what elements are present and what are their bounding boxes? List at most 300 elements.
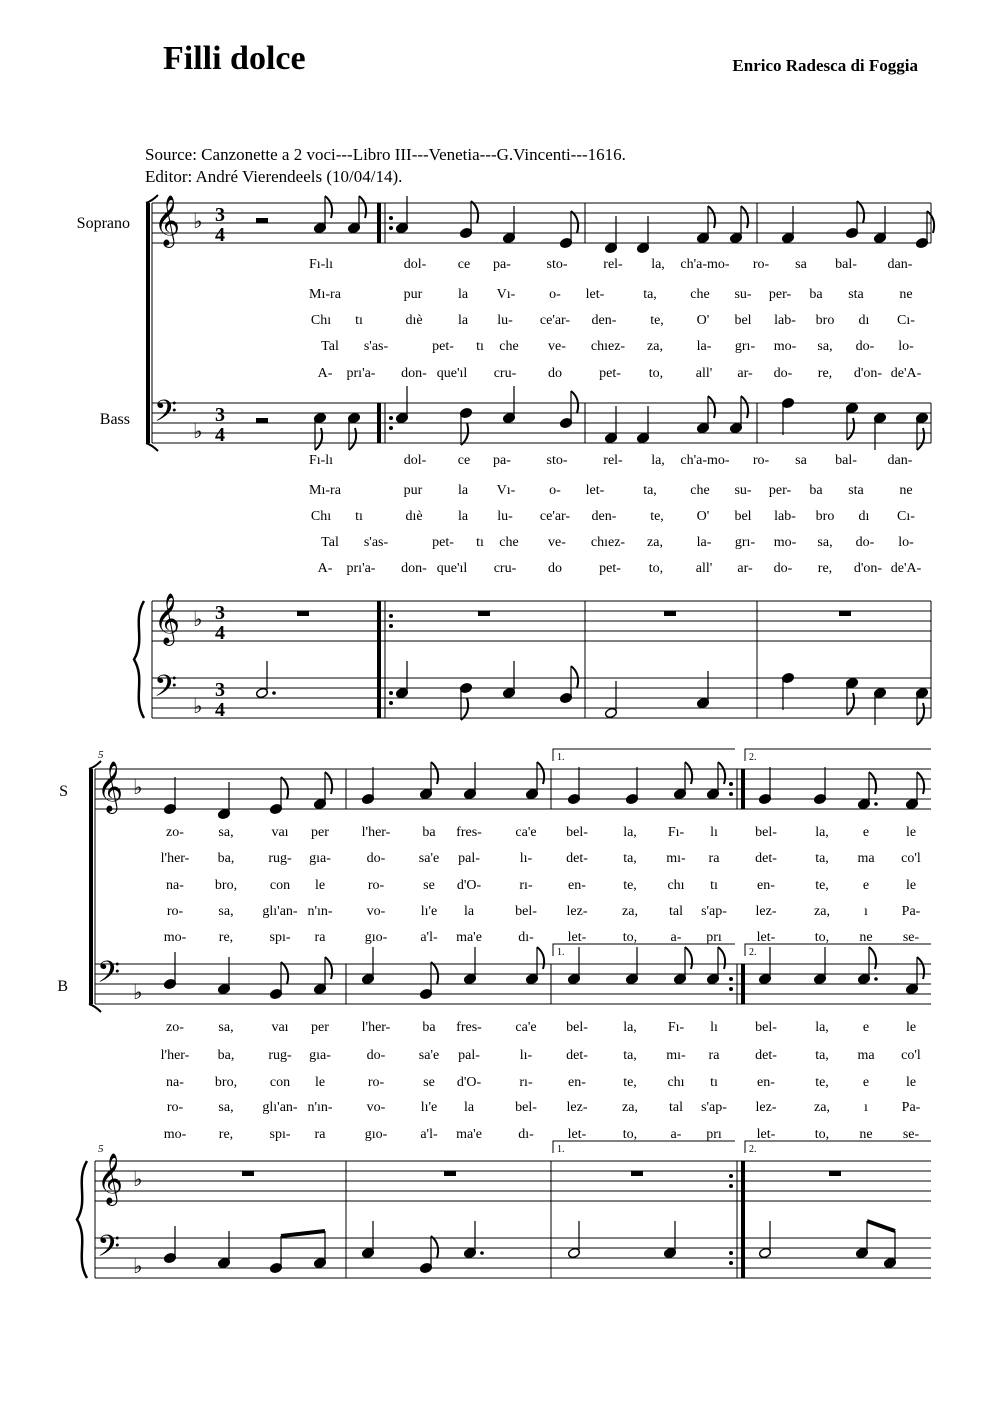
bass-lyric: s'as- [363, 535, 389, 550]
bass-lyric: pet- [599, 561, 621, 576]
bass-lyric: mo- [773, 535, 797, 550]
bass-lyric: lab- [774, 509, 796, 524]
soprano-lyric: per [311, 825, 329, 840]
soprano-lyric: det- [566, 851, 588, 866]
note-flag [315, 428, 322, 450]
note-flag [741, 396, 748, 418]
soprano-lyric: sa, [817, 339, 833, 354]
soprano-lyric: se [423, 878, 435, 893]
note-flag [571, 391, 578, 413]
note-flag [708, 206, 715, 228]
bass-lyric: re, [218, 1127, 234, 1142]
note-flag [917, 772, 924, 794]
bass-lyric: tı [355, 509, 363, 524]
note-flag [718, 947, 725, 969]
soprano-lyric: prı [706, 930, 722, 945]
soprano-lyric: n'ın- [307, 904, 333, 919]
repeat-dot [729, 782, 733, 786]
bass-lyric: d'O- [456, 1075, 482, 1090]
soprano-lyric: pur [403, 287, 423, 302]
soprano-lyric: mı- [666, 851, 686, 866]
soprano-lyric: ne [899, 287, 913, 302]
repeat-dot [389, 216, 393, 220]
repeat-dot [389, 614, 393, 618]
soprano-lyric: sa, [218, 904, 234, 919]
bass-lyric: su- [734, 483, 752, 498]
bass-lyric: sta [848, 483, 864, 498]
bass-lyric: en- [568, 1075, 586, 1090]
soprano-lyric: che [690, 287, 710, 302]
soprano-lyric: per- [768, 287, 792, 302]
repeat-dot [389, 691, 393, 695]
bass-clef-icon: 𝄢 [154, 395, 178, 435]
bass-clef-icon: 𝄢 [97, 956, 121, 996]
voice-label-s: S [59, 783, 68, 800]
soprano-lyric: za, [814, 904, 830, 919]
soprano-lyric: do- [855, 339, 875, 354]
time-sig-numerator: 3 [215, 602, 225, 624]
bass-lyric: don- [401, 561, 427, 576]
whole-rest [242, 1171, 254, 1176]
bass-lyric: ce'ar- [539, 509, 571, 524]
soprano-lyric: ba [809, 287, 823, 302]
bass-lyric: le [314, 1075, 326, 1090]
soprano-lyric: cru- [493, 366, 517, 381]
bass-lyric: che [690, 483, 710, 498]
editor-line: Editor: André Vierendeels (10/04/14). [145, 167, 403, 186]
soprano-lyric: glı'an- [262, 904, 298, 919]
time-sig-denominator: 4 [215, 622, 225, 644]
note-flag [869, 772, 876, 794]
note-flag [325, 772, 332, 794]
bass-lyric: bel- [515, 1100, 537, 1115]
augmentation-dot [480, 1251, 484, 1255]
note-flag [461, 423, 468, 445]
note-flag [281, 777, 288, 799]
bass-lyric: ch'a-mo- [680, 453, 730, 468]
bass-lyric: all' [695, 561, 713, 576]
bass-lyric: ta, [815, 1048, 829, 1063]
soprano-lyric: ro- [752, 257, 770, 272]
soprano-lyric: te, [815, 878, 829, 893]
bass-lyric: mı- [666, 1048, 686, 1063]
soprano-lyric: ro- [166, 904, 184, 919]
note-flag [537, 947, 544, 969]
bass-lyric: do- [855, 535, 875, 550]
whole-rest [839, 611, 851, 616]
soprano-lyric: dol- [403, 257, 427, 272]
bass-lyric: do [548, 561, 562, 576]
bass-lyric: do- [773, 561, 793, 576]
treble-clef-icon: 𝄞 [97, 762, 124, 811]
soprano-lyric: Fı- [667, 825, 685, 840]
soprano-lyric: a- [670, 930, 682, 945]
bass-lyric: ra [314, 1127, 326, 1142]
bass-lyric: dı- [518, 1127, 534, 1142]
soprano-lyric: bel- [755, 825, 777, 840]
soprano-lyric: dan- [887, 257, 913, 272]
bass-lyric: ve- [548, 535, 566, 550]
soprano-lyric: bel- [566, 825, 588, 840]
bass-lyric: la, [815, 1020, 829, 1035]
bass-lyric: per [311, 1020, 329, 1035]
volta-label-2: 2. [749, 752, 757, 763]
bass-lyric: Chı [310, 509, 332, 524]
soprano-lyric: O' [696, 313, 710, 328]
bass-lyric: pet- [432, 535, 454, 550]
bass-lyric: gıo- [364, 1127, 388, 1142]
volta-bracket-2 [745, 749, 931, 761]
bass-lyric: ar- [737, 561, 753, 576]
note-beam [281, 1231, 325, 1236]
bass-lyric: sa, [218, 1100, 234, 1115]
bass-lyric: dol- [403, 453, 427, 468]
bass-lyric: ba, [217, 1048, 235, 1063]
soprano-lyric: gıa- [309, 851, 331, 866]
bass-lyric: det- [566, 1048, 588, 1063]
repeat-dot [729, 1261, 733, 1265]
soprano-lyric: to, [622, 930, 638, 945]
bass-lyric: ı [864, 1100, 868, 1115]
note-flag [537, 762, 544, 784]
bass-lyric: Cı- [897, 509, 915, 524]
bass-lyric: prı'a- [346, 561, 376, 576]
bass-lyric: dı [858, 509, 870, 524]
soprano-lyric: re, [218, 930, 234, 945]
flat-key-signature: ♭ [133, 982, 143, 1004]
volta-bracket-1 [553, 944, 735, 956]
soprano-lyric: gıo- [364, 930, 388, 945]
time-sig-numerator: 3 [215, 204, 225, 226]
soprano-lyric: sa [795, 257, 807, 272]
flat-key-signature: ♭ [193, 211, 203, 233]
bass-lyric: Fı- [667, 1020, 685, 1035]
bass-lyric: rı- [519, 1075, 533, 1090]
volta-label-1: 1. [557, 752, 565, 763]
bass-lyric: e [862, 1075, 870, 1090]
soprano-lyric: tı [476, 339, 484, 354]
bass-lyric: za, [814, 1100, 830, 1115]
half-rest [256, 218, 268, 223]
treble-clef-icon: 𝄞 [154, 594, 181, 643]
soprano-lyric: lı [710, 825, 718, 840]
soprano-lyric: le [905, 878, 917, 893]
measure-number: 5 [98, 749, 104, 761]
soprano-lyric: ca'e [515, 825, 537, 840]
soprano-lyric: Tal [321, 339, 339, 354]
bass-lyric: ro- [367, 1075, 385, 1090]
soprano-lyric: la [457, 313, 469, 328]
soprano-lyric: let- [567, 930, 587, 945]
soprano-lyric: to, [814, 930, 830, 945]
bass-clef-icon: 𝄢 [97, 1230, 121, 1270]
soprano-lyric: let- [756, 930, 776, 945]
soprano-lyric: que'ıl [436, 366, 468, 381]
bass-lyric: sa, [218, 1020, 234, 1035]
bass-lyric: to, [622, 1127, 638, 1142]
bass-lyric: ro- [752, 453, 770, 468]
whole-rest [829, 1171, 841, 1176]
soprano-lyric: vaı [271, 825, 289, 840]
whole-rest [478, 611, 490, 616]
repeat-dot [389, 624, 393, 628]
bass-lyric: n'ın- [307, 1100, 333, 1115]
soprano-lyric: A- [317, 366, 333, 381]
bass-lyric: za, [622, 1100, 638, 1115]
bass-lyric: dıè [405, 509, 423, 524]
soprano-lyric: te, [623, 878, 637, 893]
bass-lyric: Tal [321, 535, 339, 550]
soprano-lyric: bro [815, 313, 835, 328]
soprano-lyric: bel [734, 313, 752, 328]
bass-lyric: a- [670, 1127, 682, 1142]
bass-lyric: che [499, 535, 519, 550]
soprano-lyric: e [862, 825, 870, 840]
note-flag [325, 957, 332, 979]
measure-number: 5 [98, 1143, 104, 1155]
soprano-lyric: ma'e [456, 930, 482, 945]
bass-lyric: tı [476, 535, 484, 550]
bass-lyric: ma [857, 1048, 875, 1063]
soprano-lyric: ba, [217, 851, 235, 866]
time-sig-numerator: 3 [215, 679, 225, 701]
composer-name: Enrico Radesca di Foggia [732, 56, 918, 75]
soprano-lyric: bel- [515, 904, 537, 919]
soprano-lyric: en- [757, 878, 775, 893]
half-rest [256, 418, 268, 423]
soprano-lyric: tı [710, 878, 718, 893]
bass-lyric: ma'e [456, 1127, 482, 1142]
bass-lyric: la [463, 1100, 475, 1115]
bracket-hook [146, 443, 158, 451]
soprano-lyric: lez- [755, 904, 777, 919]
soprano-lyric: Mı-ra [309, 287, 341, 302]
bass-lyric: den- [591, 509, 617, 524]
voice-label-bass: Bass [99, 411, 130, 428]
whole-rest [444, 1171, 456, 1176]
soprano-lyric: ta, [643, 287, 657, 302]
bass-lyric: za, [647, 535, 663, 550]
repeat-dot [729, 987, 733, 991]
soprano-lyric: ma [857, 851, 875, 866]
soprano-lyric: ta, [623, 851, 637, 866]
soprano-lyric: re, [817, 366, 833, 381]
note-flag [741, 206, 748, 228]
bass-lyric: se [423, 1075, 435, 1090]
soprano-lyric: den- [591, 313, 617, 328]
soprano-lyric: tı [355, 313, 363, 328]
treble-clef-icon: 𝄞 [154, 196, 181, 245]
note-flag [917, 428, 924, 450]
bass-lyric: en- [757, 1075, 775, 1090]
bass-lyric: s'ap- [701, 1100, 727, 1115]
soprano-lyric: la, [623, 825, 637, 840]
bass-lyric: Pa- [901, 1100, 921, 1115]
soprano-lyric: tal [669, 904, 683, 919]
bass-lyric: ro- [166, 1100, 184, 1115]
bass-lyric: le [905, 1075, 917, 1090]
soprano-lyric: ce'ar- [539, 313, 571, 328]
bass-lyric: ba [422, 1020, 436, 1035]
soprano-lyric: sta [848, 287, 864, 302]
soprano-lyric: rug- [268, 851, 292, 866]
bass-lyric: lez- [755, 1100, 777, 1115]
repeat-dot [729, 1174, 733, 1178]
soprano-lyric: chı [667, 878, 685, 893]
bass-lyric: A- [317, 561, 333, 576]
soprano-lyric: o- [549, 287, 561, 302]
soprano-lyric: rel- [603, 257, 623, 272]
bass-lyric: lu- [497, 509, 513, 524]
note-flag [325, 196, 332, 218]
whole-rest [297, 611, 309, 616]
note-flag [917, 957, 924, 979]
bass-lyric: lı- [519, 1048, 533, 1063]
soprano-lyric: do- [366, 851, 386, 866]
soprano-lyric: te, [650, 313, 664, 328]
soprano-lyric: vo- [366, 904, 386, 919]
soprano-lyric: che [499, 339, 519, 354]
soprano-lyric: la [463, 904, 475, 919]
bass-lyric: Vı- [496, 483, 516, 498]
soprano-lyric: en- [568, 878, 586, 893]
soprano-lyric: let- [585, 287, 605, 302]
volta-label-2: 2. [749, 947, 757, 958]
soprano-lyric: bal- [835, 257, 857, 272]
repeat-dot [389, 416, 393, 420]
bass-lyric: ce [457, 453, 471, 468]
soprano-lyric: all' [695, 366, 713, 381]
flat-key-signature: ♭ [193, 421, 203, 443]
soprano-lyric: lez- [566, 904, 588, 919]
bass-lyric: con [269, 1075, 291, 1090]
soprano-lyric: con [269, 878, 291, 893]
soprano-lyric: det- [755, 851, 777, 866]
soprano-lyric: ra [708, 851, 720, 866]
flat-key-signature: ♭ [133, 1256, 143, 1278]
note-flag [359, 196, 366, 218]
soprano-lyric: ta, [815, 851, 829, 866]
time-sig-denominator: 4 [215, 699, 225, 721]
bracket-hook [89, 1004, 101, 1012]
soprano-lyric: se- [902, 930, 920, 945]
bass-lyric: ra [708, 1048, 720, 1063]
bass-lyric: Mı-ra [309, 483, 341, 498]
soprano-lyric: fres- [456, 825, 482, 840]
note-flag [431, 962, 438, 984]
bass-lyric: re, [817, 561, 833, 576]
bass-lyric: te, [650, 509, 664, 524]
note-flag [857, 201, 864, 223]
soprano-lyric: lu- [497, 313, 513, 328]
bass-lyric: o- [549, 483, 561, 498]
soprano-lyric: s'ap- [701, 904, 727, 919]
soprano-lyric: la, [651, 257, 665, 272]
bass-lyric: let- [585, 483, 605, 498]
bass-lyric: vo- [366, 1100, 386, 1115]
soprano-lyric: spı- [269, 930, 291, 945]
bass-lyric: cru- [493, 561, 517, 576]
time-sig-numerator: 3 [215, 404, 225, 426]
note-flag [281, 962, 288, 984]
bass-lyric: lı'e [420, 1100, 438, 1115]
soprano-lyric: sa'e [418, 851, 440, 866]
flat-key-signature: ♭ [193, 696, 203, 718]
soprano-lyric: lo- [898, 339, 914, 354]
repeat-dot [389, 426, 393, 430]
bass-lyric: pur [403, 483, 423, 498]
bass-lyric: do- [366, 1048, 386, 1063]
note-flag [685, 947, 692, 969]
bass-lyric: spı- [269, 1127, 291, 1142]
bass-lyric: lez- [566, 1100, 588, 1115]
bass-lyric: la, [623, 1020, 637, 1035]
volta-label-1: 1. [557, 947, 565, 958]
soprano-lyric: la [457, 287, 469, 302]
soprano-lyric: su- [734, 287, 752, 302]
note-flag [571, 666, 578, 688]
soprano-lyric: co'l [901, 851, 921, 866]
volta-bracket-2 [745, 944, 931, 956]
bass-lyric: to, [648, 561, 664, 576]
bass-clef-icon: 𝄢 [154, 670, 178, 710]
soprano-lyric: dı- [518, 930, 534, 945]
bass-lyric: sa'e [418, 1048, 440, 1063]
note-flag [571, 211, 578, 233]
bass-lyric: bal- [835, 453, 857, 468]
bass-lyric: l'her- [361, 1020, 391, 1035]
bass-lyric: la, [651, 453, 665, 468]
soprano-lyric: ro- [367, 878, 385, 893]
bass-lyric: e [862, 1020, 870, 1035]
soprano-lyric: rı- [519, 878, 533, 893]
bass-lyric: l'her- [160, 1048, 190, 1063]
bass-lyric: la- [696, 535, 712, 550]
bass-lyric: ta, [623, 1048, 637, 1063]
bass-lyric: se- [902, 1127, 920, 1142]
note-flag [847, 418, 854, 440]
bass-lyric: fres- [456, 1020, 482, 1035]
bass-lyric: ca'e [515, 1020, 537, 1035]
soprano-lyric: Chı [310, 313, 332, 328]
bass-lyric: dan- [887, 453, 913, 468]
repeat-dot [389, 701, 393, 705]
whole-rest [631, 1171, 643, 1176]
bass-lyric: ne [859, 1127, 873, 1142]
soprano-lyric: ı [864, 904, 868, 919]
soprano-lyric: pa- [493, 257, 511, 272]
bass-lyric: bel [734, 509, 752, 524]
bass-lyric: pa- [493, 453, 511, 468]
soprano-lyric: na- [166, 878, 184, 893]
soprano-lyric: la- [696, 339, 712, 354]
note-flag [431, 1236, 438, 1258]
bass-lyric: prı [706, 1127, 722, 1142]
soprano-lyric: pet- [432, 339, 454, 354]
soprano-lyric: za, [647, 339, 663, 354]
soprano-lyric: Cı- [897, 313, 915, 328]
soprano-lyric: l'her- [361, 825, 391, 840]
bass-lyric: chıez- [590, 535, 626, 550]
soprano-lyric: lab- [774, 313, 796, 328]
bass-lyric: na- [166, 1075, 184, 1090]
soprano-lyric: prı'a- [346, 366, 376, 381]
bass-lyric: bro, [214, 1075, 238, 1090]
repeat-dot [729, 1184, 733, 1188]
soprano-lyric: Vı- [496, 287, 516, 302]
bass-lyric: bel- [755, 1020, 777, 1035]
note-flag [917, 703, 924, 725]
